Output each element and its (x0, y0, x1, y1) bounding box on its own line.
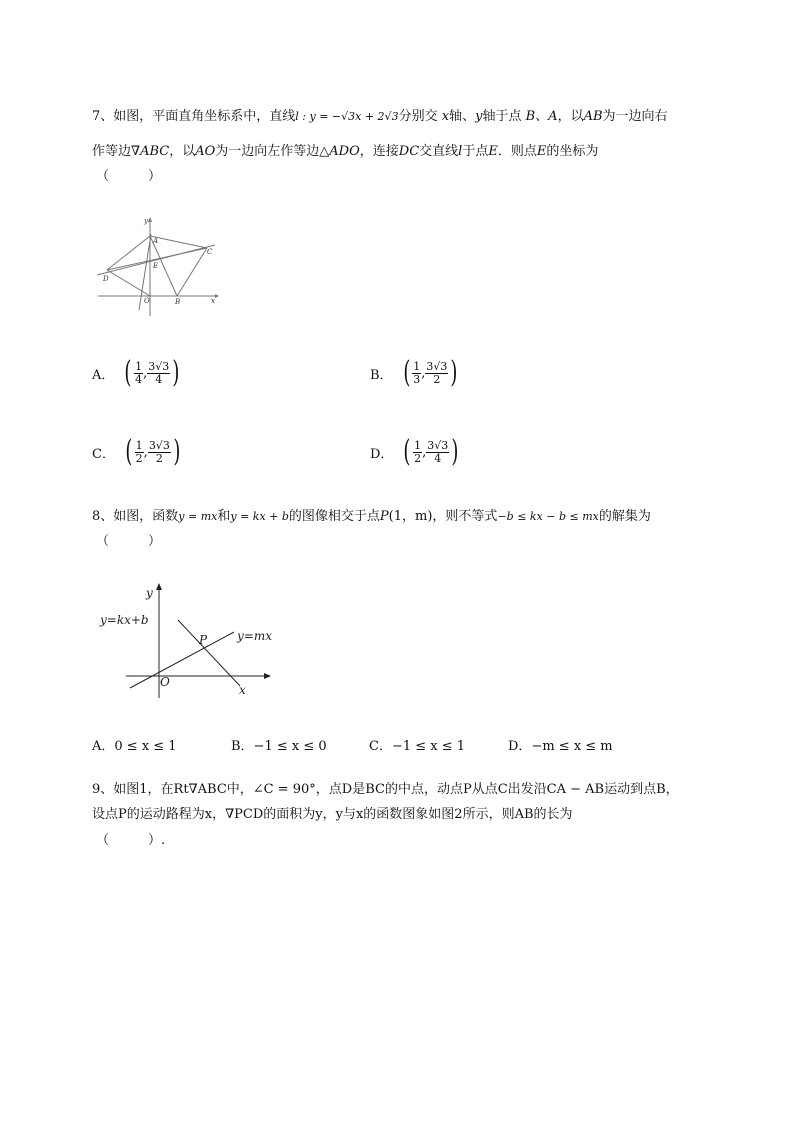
q7-option-a[interactable]: A． ( $\frac{1}{4}$ , $\frac{3√3}{4}$ ) (92, 355, 180, 390)
q8-option-c[interactable]: C．−1 ≤ x ≤ 1 (369, 739, 466, 754)
q7-fig-label-O: O (144, 297, 150, 305)
q7-line2: 作等边∇ABC，以AO为一边向左作等边△ADO，连接DC交直线l于点E．则点E的坐标为 (92, 144, 599, 159)
q7-figure (95, 212, 220, 318)
q8-fig-label-y: y (146, 586, 153, 600)
q7-paren: （ ） (96, 169, 162, 184)
q8-option-a[interactable]: A．0 ≤ x ≤ 1 (92, 739, 177, 754)
q7-fig-label-D: D (103, 275, 109, 283)
q7-option-d[interactable]: D． ( $\frac{1}{2}$ , $\frac{3√3}{4}$ ) (370, 434, 459, 469)
q9-line2: 设点P的运动路程为x，∇PCD的面积为y，y与x的函数图象如图2所示，则AB的长为 (92, 807, 573, 822)
q7-fig-label-E: E (153, 262, 159, 270)
q8-paren: （ ） (96, 534, 162, 549)
q9-line3: （ ）. (96, 833, 166, 848)
q7-fig-label-A: A (153, 237, 159, 245)
q7-fig-label-x: x (211, 297, 215, 305)
q7-option-c[interactable]: C． ( $\frac{1}{2}$ , $\frac{3√3}{2}$ ) (92, 434, 181, 469)
q8-option-b[interactable]: B．−1 ≤ x ≤ 0 (231, 739, 327, 754)
q7-fig-label-y: y (144, 217, 148, 225)
q7-fig-label-B: B (175, 298, 181, 306)
q7-fig-label-C: C (207, 248, 213, 256)
q8-line1: 8、如图，函数y = mx和y = kx + b的图像相交于点P(1，m)，则不等式−b ≤ kx − b ≤ mx的解集为 (92, 509, 651, 524)
q9-line1: 9、如图1，在Rt∇ABC中，∠C = 90°，点D是BC的中点，动点P从点C出发沿CA − AB运动到点B， (92, 782, 679, 797)
q8-fig-label-ykxb: y=kx+b (100, 613, 149, 627)
q8-option-d[interactable]: D．−m ≤ x ≤ m (508, 739, 613, 754)
q8-fig-label-ymx: y=mx (237, 629, 272, 643)
q7-line1: 7、如图，平面直角坐标系中，直线l : y = −√3x + 2√3分别交 x轴、y轴于点 B、A，以AB为一边向右 (92, 109, 668, 124)
q8-fig-label-P: P (199, 633, 208, 647)
q8-figure (96, 580, 286, 700)
q8-fig-label-x: x (239, 683, 246, 697)
q7-option-b[interactable]: B． ( $\frac{1}{3}$ , $\frac{3√3}{2}$ ) (370, 355, 458, 390)
q8-fig-label-O: O (160, 675, 170, 689)
